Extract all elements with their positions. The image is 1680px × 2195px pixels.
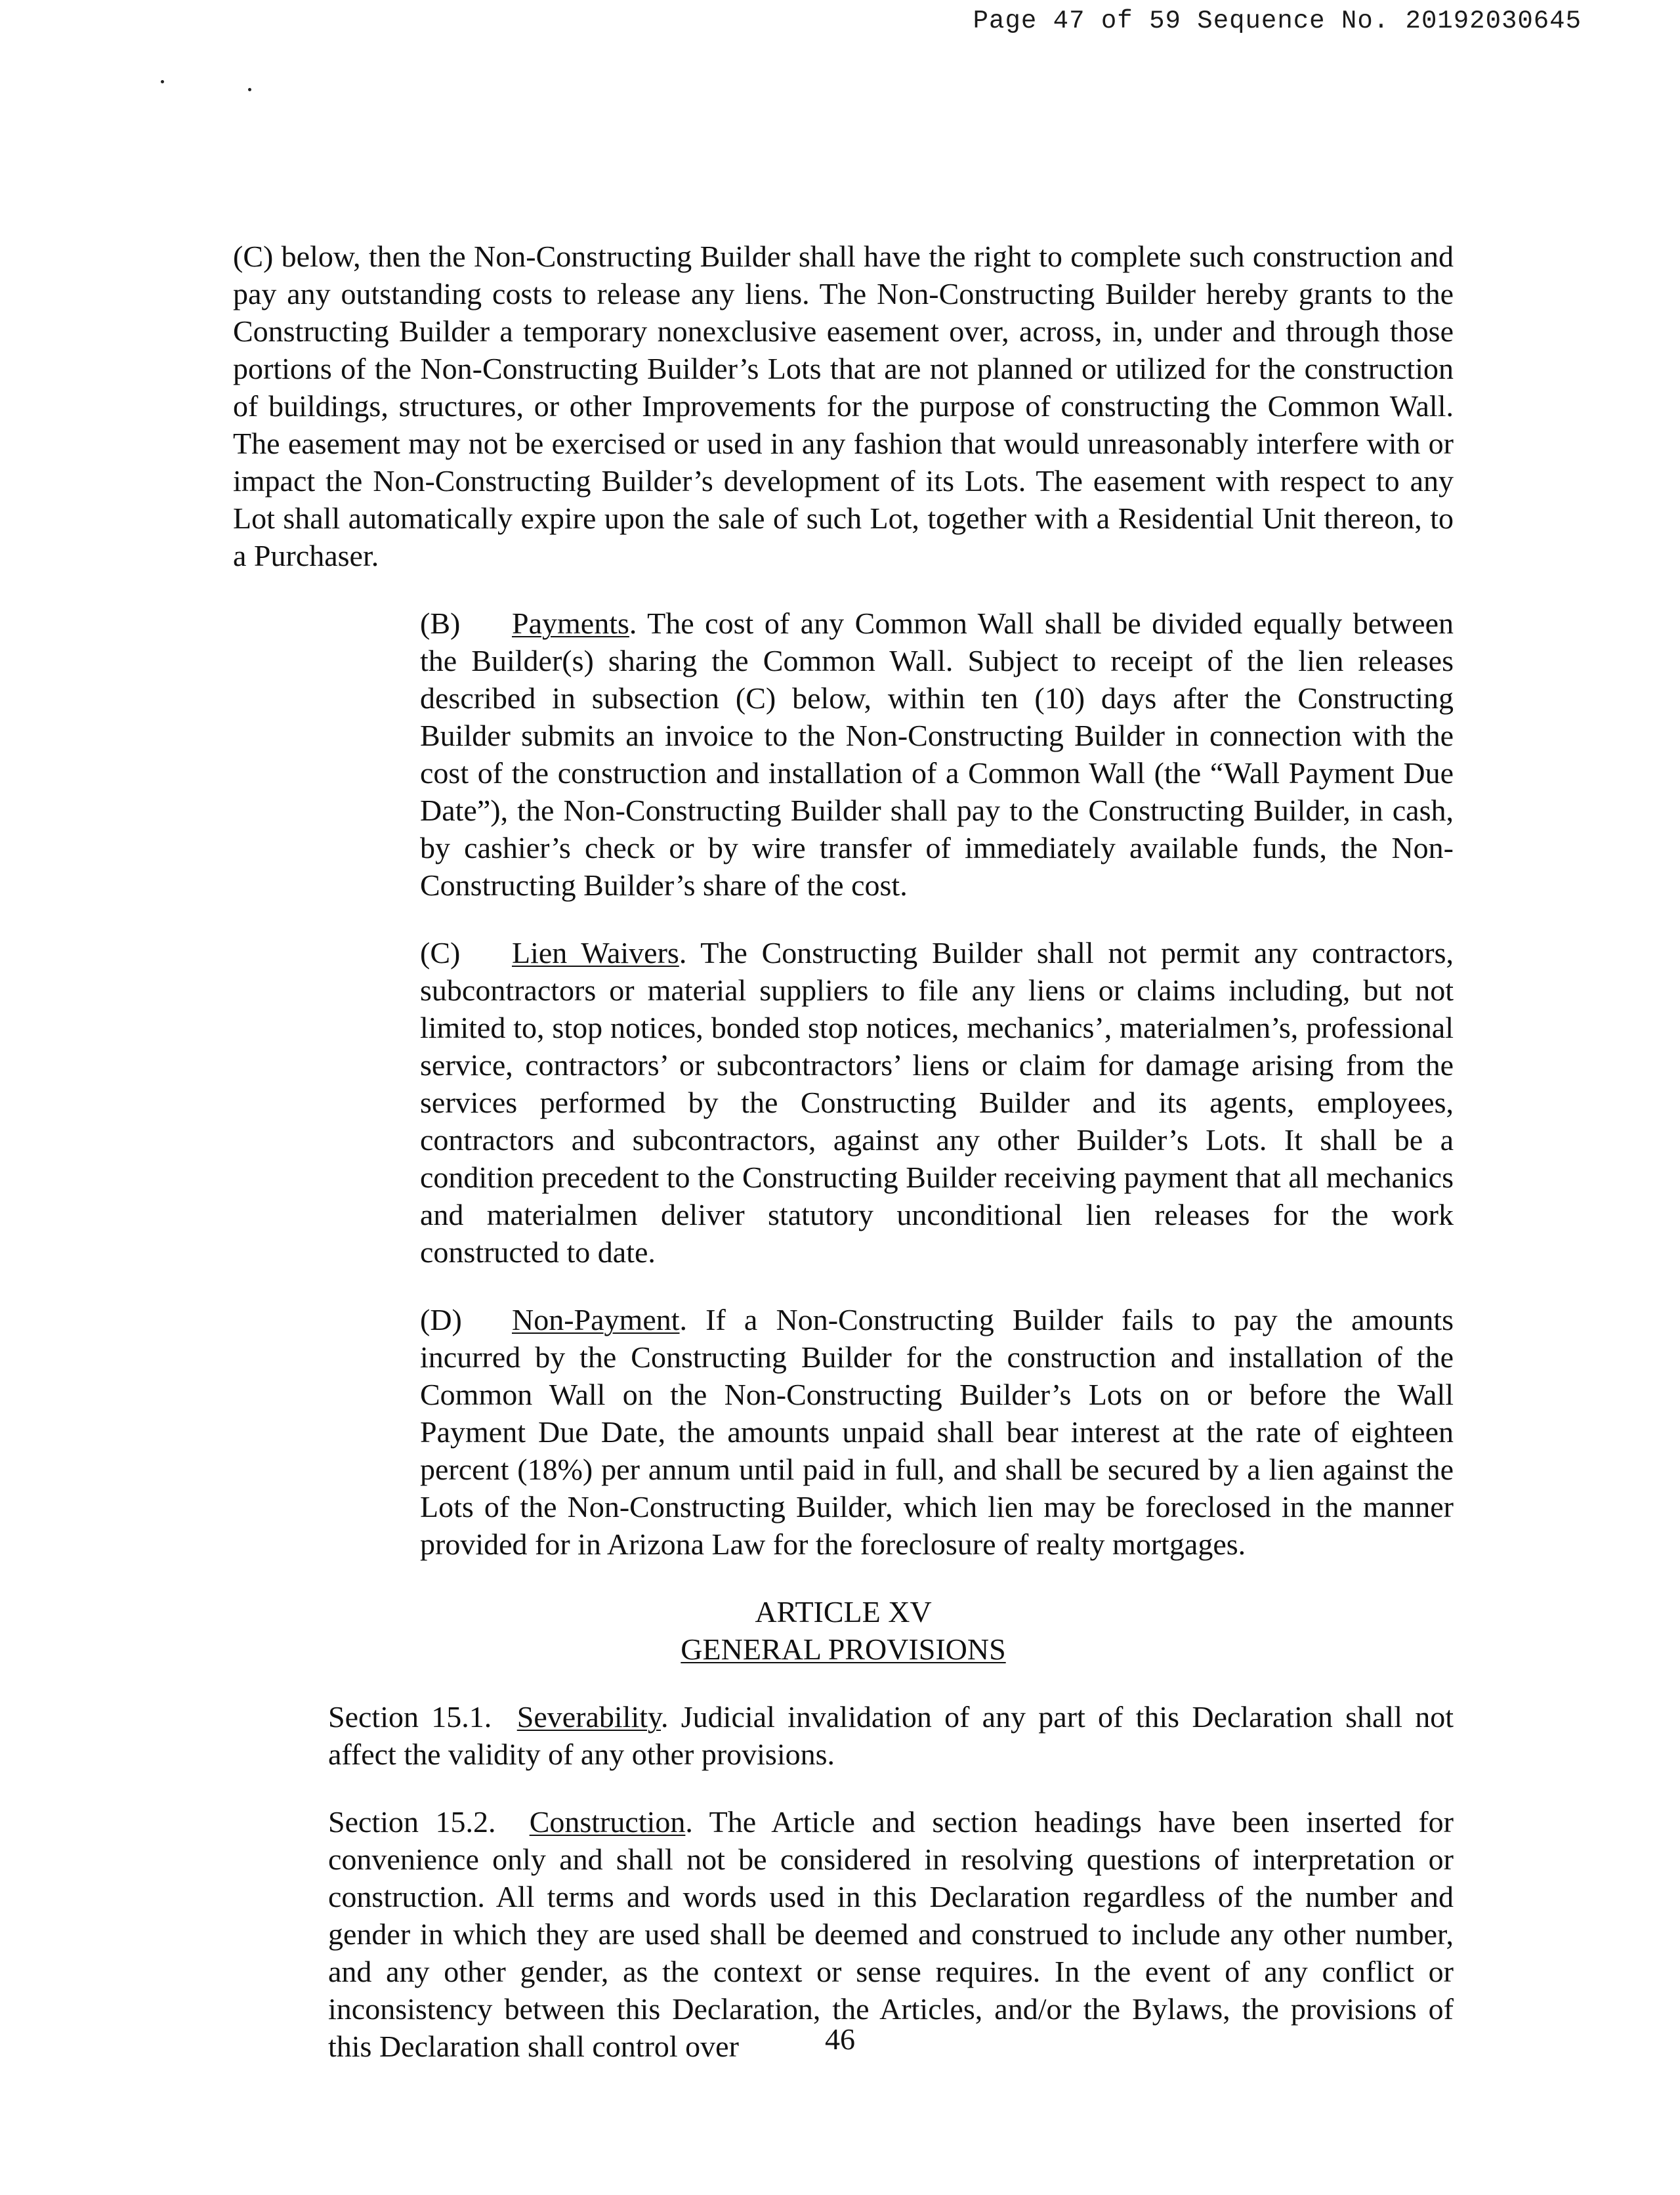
page-header-sequence: Page 47 of 59 Sequence No. 20192030645 [973, 7, 1582, 35]
section-heading: Severability [516, 1700, 662, 1734]
paragraph-intro: (C) below, then the Non-Constructing Builder shall have the right to complete such construction and pay any outstanding costs to release any liens. The Non-Constructing Builder hereby grants to the Constructing Builder a temporary nonexclusive easement over, across, in, under and through those portions of the Non-Constructing Builder’s Lots that are not planned or utilized for the construction of buildings, structures, or other Improvements for the purpose of constructing the Common Wall. The easement may not be exercised or used in any fashion that would unreasonably interfere with or impact the Non-Constructing Builder’s development of its Lots. The easement with respect to any Lot shall automatically expire upon the sale of such Lot, together with a Residential Unit thereon, to a Purchaser. [233, 240, 1454, 572]
paragraph-marker: (B) [420, 607, 461, 640]
section-text: . The Article and section headings have been inserted for convenience only and shall not be considered in resolving questions of interpretation or construction. All terms and words used in this Declaration regardless of the number and gender in which they are used shall be deemed and construed to include any other number, and any other gender, as the context or sense requires. In the event of any conflict or inconsistency between this Declaration, the Articles, and/or the Bylaws, the provisions of this Declaration shall control over [328, 1805, 1454, 2063]
paragraph-text: . The cost of any Common Wall shall be divided equally between the Builder(s) sharing the Common Wall. Subject to receipt of the lien releases described in subsection (C) below, within ten (10) days after the Constructing Builder submits an invoice to the Non-Constructing Builder in connection with the cost of the construction and installation of a Common Wall (the “Wall Payment Due Date”), the Non-Constructing Builder shall pay to the Constructing Builder, in cash, by cashier’s check or by wire transfer of immediately available funds, the Non-Constructing Builder’s share of the cost. [420, 607, 1454, 902]
article-title: GENERAL PROVISIONS [681, 1632, 1006, 1666]
scan-speck [248, 88, 251, 91]
article-heading [233, 1593, 1454, 1668]
page-number: 46 [825, 2022, 855, 2056]
paragraph-d-non-payment [233, 1301, 1454, 1563]
paragraph-heading: Lien Waivers [512, 936, 679, 970]
paragraph-heading: Non-Payment [512, 1303, 680, 1336]
section-15-1-severability [233, 1698, 1454, 1773]
paragraph-b-payments [233, 605, 1454, 904]
paragraph-marker: (C) [420, 936, 461, 970]
section-label: Section 15.2. [328, 1805, 496, 1839]
paragraph-c-lien-waivers [233, 934, 1454, 1271]
document-body [233, 238, 1454, 2095]
paragraph-text: . The Constructing Builder shall not permit any contractors, subcontractors or material suppliers to file any liens or claims including, but not limited to, stop notices, bonded stop notices, mechanics’, materialmen’s, professional service, contractors’ or subcontractors’ liens or claim for damage arising from the services performed by the Constructing Builder and its agents, employees, contractors and subcontractors, against any other Builder’s Lots. It shall be a condition precedent to the Constructing Builder receiving payment that all mechanics and materialmen deliver statutory unconditional lien releases for the work constructed to date. [420, 936, 1454, 1269]
paragraph-heading: Payments [512, 607, 629, 640]
article-number: ARTICLE XV [755, 1595, 932, 1629]
section-heading: Construction [529, 1805, 686, 1839]
section-label: Section 15.1. [328, 1700, 492, 1734]
section-text: . Judicial invalidation of any part of this Declaration shall not affect the validity of any other provisions. [328, 1700, 1454, 1771]
paragraph-text: . If a Non-Constructing Builder fails to pay the amounts incurred by the Constructing Builder for the construction and installation of the Common Wall on the Non-Constructing Builder’s Lots on or before the Wall Payment Due Date, the amounts unpaid shall bear interest at the rate of eighteen percent (18%) per annum until paid in full, and shall be secured by a lien against the Lots of the Non-Constructing Builder, which lien may be foreclosed in the manner provided for in Arizona Law for the foreclosure of realty mortgages. [420, 1303, 1454, 1561]
paragraph-marker: (D) [420, 1303, 462, 1336]
scan-speck [161, 80, 164, 83]
